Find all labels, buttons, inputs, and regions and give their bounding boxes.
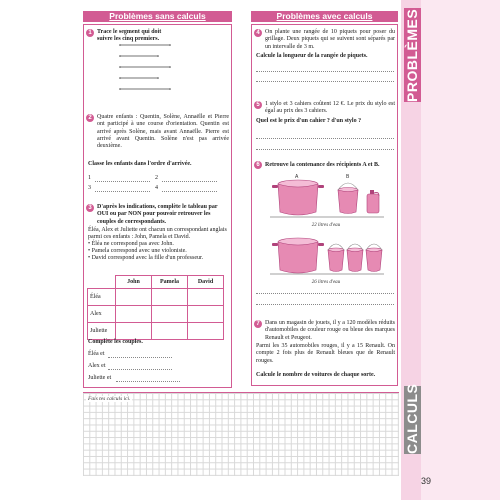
table-cell[interactable] <box>188 289 224 306</box>
table-col-david: David <box>188 276 224 289</box>
rank-slot-4-line[interactable] <box>162 191 217 192</box>
problem-3-bullet-1: • Éléa ne correspond pas avec John. <box>88 241 174 247</box>
table-row-elea: Éléa <box>88 289 116 306</box>
problem-2-instruction: Classe les enfants dans l'ordre d'arrivée. <box>88 161 192 167</box>
rank-slot-2-label: 2 <box>155 175 158 181</box>
bucket-b-icon <box>347 244 363 272</box>
large-pot-icon <box>272 238 324 273</box>
couple-2-label: Alex et <box>88 363 106 369</box>
answer-line[interactable] <box>256 293 394 294</box>
problem-5-text: 1 stylo et 3 cahiers coûtent 12 €. Le prix du stylo est égal au prix des 3 cahiers. <box>265 101 395 115</box>
problem-2-text: Quatre enfants : Quentin, Solène, Annaëlle et Pierre ont participé à une course d'orientation. Quentin est arrivé après Solène, mais avant Annaëlle. Pierre est arrivé avant Quentin. Solène n'est pas arrivée deuxième. <box>97 114 229 150</box>
rank-slot-3-label: 3 <box>88 185 91 191</box>
grid-label: Fais tes calculs ici. <box>88 396 131 402</box>
problem-3-number: 3 <box>86 204 94 212</box>
label-a-row1: A <box>295 174 299 180</box>
table-row-juliette: Juliette <box>88 323 116 340</box>
couple-1-label: Éléa et <box>88 351 105 357</box>
answer-line[interactable] <box>256 149 394 150</box>
problem-5-number: 5 <box>254 101 262 109</box>
segment-sequence-figure <box>118 38 198 96</box>
table-cell[interactable] <box>116 289 152 306</box>
answer-line[interactable] <box>256 71 394 72</box>
problem-7-number: 7 <box>254 320 262 328</box>
problem-6-text: Retrouve la contenance des récipients A et B. <box>265 162 380 168</box>
bucket-b-icon <box>338 183 358 214</box>
table-cell[interactable] <box>152 323 188 340</box>
problem-7-text: Dans un magasin de jouets, il y a 120 modèles réduits d'automobiles de couleur rouge ou bleue des marques Renault et Peugeot. <box>265 320 395 341</box>
table-cell[interactable] <box>188 306 224 323</box>
couple-1-line[interactable] <box>108 357 172 358</box>
bottle-icon <box>367 190 379 213</box>
table-cell[interactable] <box>116 323 152 340</box>
problem-7-question: Calcule le nombre de voitures de chaque sorte. <box>256 372 376 378</box>
answer-line[interactable] <box>256 138 394 139</box>
problem-6-number: 6 <box>254 161 262 169</box>
page-number: 39 <box>421 476 432 486</box>
table-corner <box>88 276 116 289</box>
row2-caption: 26 litres d'eau <box>311 280 341 285</box>
bucket-b-icon <box>366 244 382 272</box>
rank-slot-1-line[interactable] <box>95 181 150 182</box>
table-col-pamela: Pamela <box>152 276 188 289</box>
problems-side-label: PROBLÈMES <box>404 8 420 102</box>
complete-couples-instruction: Complète les couples. <box>88 339 143 345</box>
problem-4-text: On plante une rangée de 10 piquets pour poser du grillage. Deux piquets qui se suivent sont séparés par un intervalle de 3 m. <box>265 29 395 50</box>
couple-3-line[interactable] <box>116 381 180 382</box>
table-cell[interactable] <box>152 306 188 323</box>
calculation-grid[interactable] <box>83 392 399 476</box>
problem-3-intro: Éléa, Alex et Juliette ont chacun un correspondant anglais parmi ces enfants : John, Pamela et David. <box>88 227 227 241</box>
answer-line[interactable] <box>256 81 394 82</box>
problem-2-number: 2 <box>86 114 94 122</box>
rank-slot-4-label: 4 <box>155 185 158 191</box>
problem-4-number: 4 <box>254 29 262 37</box>
label-b-row1: B <box>346 174 350 180</box>
problem-1-text: Trace le segment qui doit suivre les cinq premiers. <box>97 29 162 43</box>
left-column-header: Problèmes sans calculs <box>83 11 232 22</box>
problem-4-question: Calcule la longueur de la rangée de piquets. <box>256 53 368 59</box>
problem-3-text: D'après les indications, complète le tableau par OUI ou par NON pour pouvoir retrouver les couples de correspondants. <box>97 204 218 225</box>
problem-5-question: Quel est le prix d'un cahier ? d'un stylo ? <box>256 118 362 124</box>
calculs-side-label: CALCULS <box>404 383 420 454</box>
table-col-john: John <box>116 276 152 289</box>
problem-3-bullet-3: • David correspond avec la fille d'un professeur. <box>88 255 204 261</box>
problem-3-bullet-2: • Pamela correspond avec une violoniste. <box>88 248 187 254</box>
large-pot-icon <box>272 180 324 215</box>
answer-line[interactable] <box>256 304 394 305</box>
containers-figure <box>266 170 390 288</box>
rank-slot-1-label: 1 <box>88 175 91 181</box>
couple-2-line[interactable] <box>108 369 172 370</box>
table-row-alex: Alex <box>88 306 116 323</box>
row1-caption: 22 litres d'eau <box>311 223 341 228</box>
rank-slot-2-line[interactable] <box>162 181 217 182</box>
table-cell[interactable] <box>152 289 188 306</box>
correspondents-table <box>87 275 224 340</box>
problem-1-number: 1 <box>86 29 94 37</box>
problem-7-text-2: Parmi les 35 automobiles rouges, il y a 15 Renault. On compte 2 fois plus de Renault bleues que de Renault rouges. <box>256 343 395 364</box>
couple-3-label: Juliette et <box>88 375 112 381</box>
table-cell[interactable] <box>116 306 152 323</box>
table-cell[interactable] <box>188 323 224 340</box>
bucket-b-icon <box>328 244 344 272</box>
rank-slot-3-line[interactable] <box>95 191 150 192</box>
right-column-header: Problèmes avec calculs <box>251 11 398 22</box>
